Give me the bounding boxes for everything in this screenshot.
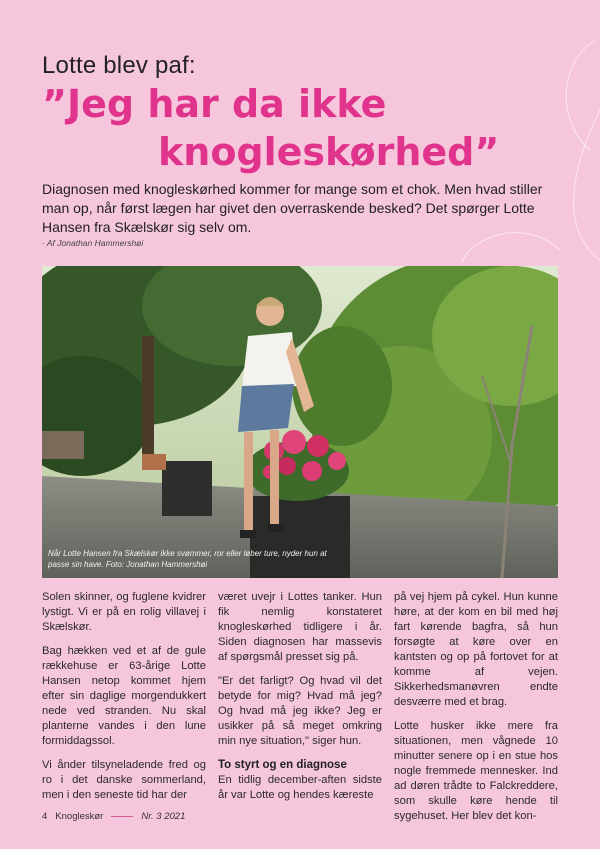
article-lead: Diagnosen med knogleskørhed kommer for mange som et chok. Men hvad stiller man op, når først lægen har givet den overraskende besked? Det spørger Lotte Hansen fra Skælskør sig selv om. — [42, 181, 543, 235]
page-number: 4 — [42, 811, 48, 822]
paragraph: En tidlig december-aften sidste år var Lotte og hendes kæreste — [218, 774, 382, 801]
paragraph: været uvejr i Lottes tanker. Hun fik nemlig konstateret knogleskørhed tidligere i år. Siden diagnosen har massevis af spørgsmål presset sig på. — [218, 591, 382, 663]
subheading: To styrt og en diagnose — [218, 759, 347, 771]
paragraph: på vej hjem på cykel. Hun kunne høre, at der kom en bil med høj fart kørende bagfra, så hun forsøgte at køre over en kantsten og op på fortovet for at komme af vejen. Sikkerhedsmanøvren endte desværre med et brag. — [394, 591, 558, 708]
article-kicker: Lotte blev paf: — [42, 52, 196, 79]
paragraph: "Er det farligt? Og hvad vil det betyde for mig? Hvad må jeg? Og hvad må jeg ikke? Jeg er usikker på så meget omkring min nye situation," siger hun. — [218, 675, 382, 747]
paragraph: Lotte husker ikke mere fra situationen, men vågnede 10 minutter senere op i en stue hos nogle fremmede mennesker. Ind ad døren trådte to Falckreddere, som skulle køre hende til sygehuset. Her blev det kon- — [394, 720, 558, 822]
body-column-1 — [42, 590, 206, 802]
garden-photo-illustration — [42, 266, 558, 578]
body-column-2 — [218, 590, 382, 802]
article-photo — [42, 266, 558, 578]
paragraph: Solen skinner, og fuglene kvidrer lystigt. Vi er på en rolig villavej i Skælskør. — [42, 591, 206, 633]
photo-caption: Når Lotte Hansen fra Skælskør ikke svømmer, ror eller løber ture, nyder hun at passe sin have. Foto: Jonathan Hammershøi — [48, 549, 327, 569]
magazine-name: Knogleskør — [55, 811, 104, 822]
headline-line-2: knogleskørhed” — [158, 130, 500, 174]
paragraph: Vi ånder tilsyneladende fred og ro i det danske sommerland, men i den seneste tid har der — [42, 759, 206, 801]
footer-divider — [111, 816, 133, 817]
page-footer — [42, 811, 185, 822]
byline: · Af Jonathan Hammershøi — [42, 238, 144, 248]
body-column-3 — [394, 590, 558, 822]
article-headline — [42, 80, 562, 176]
issue-number: Nr. 3 2021 — [141, 811, 186, 822]
headline-line-1: ”Jeg har da ikke — [42, 82, 387, 126]
paragraph: Bag hækken ved et af de gule rækkehuse er 63-årige Lotte Hansen netop kommet hjem efter sin daglige morgendukkert nede ved stranden. Nu skal planterne vandes i den lune formiddagssol. — [42, 645, 206, 747]
